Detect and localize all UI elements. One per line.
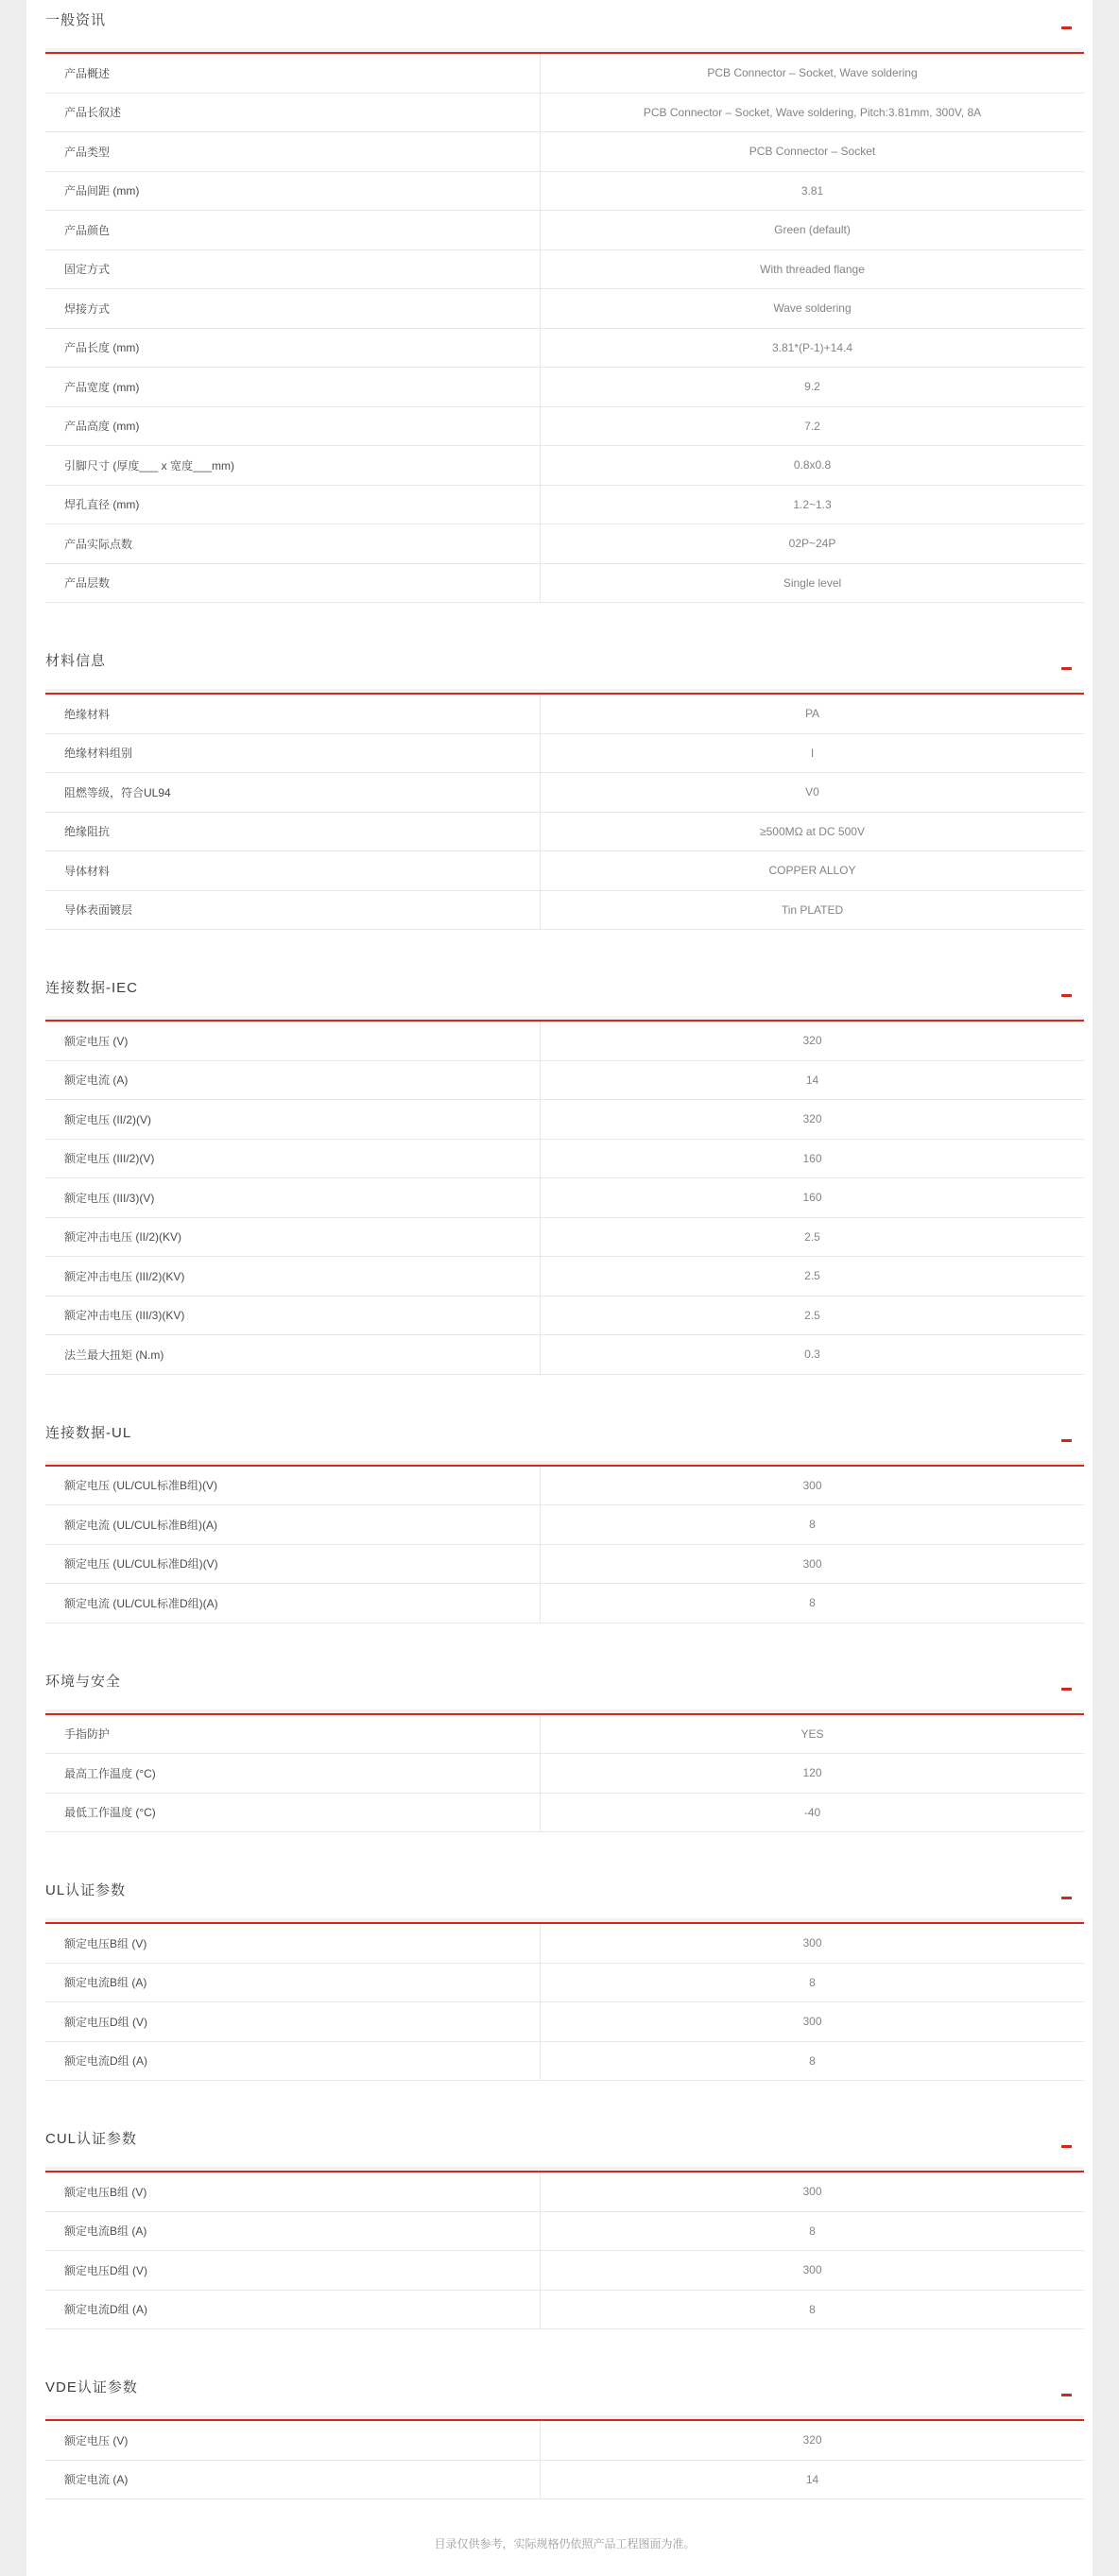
table-row: [45, 773, 1084, 813]
spec-label: 导体材料: [45, 851, 541, 890]
table-row: [45, 734, 1084, 774]
section-header: [45, 1671, 1084, 1693]
table-row: [45, 1924, 1084, 1964]
spec-value: With threaded flange: [760, 262, 865, 276]
table-row: [45, 407, 1084, 447]
spec-label: 产品实际点数: [45, 524, 541, 563]
product-spec-page: [26, 0, 1093, 2576]
spec-value: 3.81*(P-1)+14.4: [771, 340, 853, 354]
section-title: UL认证参数: [45, 1882, 127, 1898]
table-row: [45, 2291, 1084, 2330]
table-row: [45, 1178, 1084, 1218]
spec-section: [45, 650, 1084, 930]
spec-label: 手指防护: [45, 1715, 541, 1754]
spec-label: 额定冲击电压 (II/2)(KV): [45, 1218, 541, 1257]
spec-value: Tin PLATED: [781, 902, 844, 917]
spec-label: 法兰最大扭矩 (N.m): [45, 1335, 541, 1374]
spec-table: [45, 2421, 1084, 2499]
spec-section: [45, 9, 1084, 603]
spec-value: ≥500MΩ at DC 500V: [760, 824, 865, 838]
table-row: [45, 2002, 1084, 2042]
table-row: [45, 1257, 1084, 1297]
table-row: [45, 289, 1084, 329]
table-row: [45, 2251, 1084, 2291]
spec-label: 最低工作温度 (°C): [45, 1794, 541, 1832]
table-row: [45, 1061, 1084, 1101]
spec-table: [45, 695, 1084, 930]
table-row: [45, 1964, 1084, 2003]
spec-label: 额定电压B组 (V): [45, 2172, 541, 2211]
spec-value: 3.81: [801, 183, 824, 197]
table-row: [45, 1335, 1084, 1375]
spec-value: Single level: [783, 575, 842, 590]
collapse-minus-icon[interactable]: [1061, 1688, 1072, 1691]
spec-value: 320: [802, 1112, 822, 1126]
spec-value: 2.5: [804, 1308, 820, 1322]
spec-label: 焊接方式: [45, 289, 541, 328]
spec-table: [45, 2172, 1084, 2329]
spec-value: PA: [804, 707, 820, 721]
spec-label: 绝缘材料: [45, 695, 541, 733]
spec-label: 额定电压D组 (V): [45, 2002, 541, 2041]
footer-disclaimer: 目录仅供参考，实际规格仍依照产品工程图面为准。: [434, 2537, 696, 2550]
spec-table: [45, 1715, 1084, 1833]
spec-label: 额定电流 (A): [45, 2461, 541, 2499]
table-row: [45, 54, 1084, 94]
spec-section: [45, 1422, 1084, 1623]
section-header: [45, 2377, 1084, 2399]
spec-value: 0.8x0.8: [793, 458, 832, 472]
spec-value: YES: [801, 1726, 824, 1741]
table-row: [45, 94, 1084, 133]
spec-label: 额定电压 (III/2)(V): [45, 1140, 541, 1178]
spec-label: 额定电流 (UL/CUL标准D组)(A): [45, 1584, 541, 1623]
spec-value: 300: [802, 1936, 822, 1950]
table-row: [45, 813, 1084, 852]
spec-section: [45, 2377, 1084, 2499]
section-header: [45, 1880, 1084, 1902]
spec-table: [45, 1467, 1084, 1623]
table-row: [45, 524, 1084, 564]
spec-label: 产品长叙述: [45, 94, 541, 132]
spec-section: [45, 977, 1084, 1375]
table-row: [45, 1022, 1084, 1061]
spec-value: 1.2~1.3: [793, 497, 832, 511]
spec-label: 额定电压 (V): [45, 1022, 541, 1060]
table-row: [45, 132, 1084, 172]
spec-label: 额定电压D组 (V): [45, 2251, 541, 2290]
section-header: [45, 977, 1084, 1000]
collapse-minus-icon[interactable]: [1061, 26, 1072, 29]
spec-value: 320: [802, 1034, 822, 1048]
spec-label: 额定电压 (II/2)(V): [45, 1100, 541, 1139]
table-row: [45, 695, 1084, 734]
spec-value: 7.2: [804, 419, 820, 433]
spec-label: 引脚尺寸 (厚度___ x 宽度___mm): [45, 446, 541, 485]
spec-label: 产品长度 (mm): [45, 329, 541, 368]
spec-value: 2.5: [804, 1269, 820, 1283]
spec-section: [45, 1880, 1084, 2081]
table-row: [45, 851, 1084, 891]
spec-section: [45, 1671, 1084, 1833]
spec-label: 额定电流D组 (A): [45, 2291, 541, 2329]
spec-table: [45, 1022, 1084, 1375]
spec-value: 160: [802, 1191, 822, 1205]
section-title: 一般资讯: [45, 12, 107, 28]
section-title: 材料信息: [45, 653, 107, 669]
spec-value: 8: [809, 2053, 816, 2068]
spec-label: 焊孔直径 (mm): [45, 486, 541, 524]
spec-value: 300: [802, 2015, 822, 2029]
spec-value: V0: [805, 785, 819, 799]
spec-value: 8: [809, 1518, 816, 1532]
spec-label: 绝缘阻抗: [45, 813, 541, 851]
section-title: CUL认证参数: [45, 2131, 138, 2147]
spec-value: 02P~24P: [788, 537, 836, 551]
spec-value: 14: [805, 2472, 819, 2486]
spec-label: 额定电压 (UL/CUL标准D组)(V): [45, 1545, 541, 1584]
spec-value: 120: [802, 1766, 822, 1780]
spec-value: 2.5: [804, 1229, 820, 1244]
table-row: [45, 446, 1084, 486]
table-row: [45, 1505, 1084, 1545]
collapse-minus-icon[interactable]: [1061, 2145, 1072, 2148]
spec-label: 额定冲击电压 (III/2)(KV): [45, 1257, 541, 1296]
table-row: [45, 486, 1084, 525]
table-row: [45, 211, 1084, 250]
spec-table: [45, 1924, 1084, 2081]
table-row: [45, 329, 1084, 369]
spec-value: PCB Connector – Socket, Wave soldering, Pitch:3.81mm, 300V, 8A: [643, 105, 982, 119]
section-header: [45, 9, 1084, 32]
table-row: [45, 1467, 1084, 1506]
collapse-minus-icon[interactable]: [1061, 2394, 1072, 2396]
table-row: [45, 891, 1084, 931]
spec-value: 300: [802, 2263, 822, 2277]
spec-value: 160: [802, 1151, 822, 1165]
collapse-minus-icon[interactable]: [1061, 994, 1072, 997]
spec-value: -40: [803, 1805, 821, 1819]
table-row: [45, 2212, 1084, 2252]
spec-value: 320: [802, 2433, 822, 2447]
spec-label: 绝缘材料组别: [45, 734, 541, 773]
spec-label: 产品宽度 (mm): [45, 368, 541, 406]
section-header: [45, 1422, 1084, 1445]
table-row: [45, 2172, 1084, 2212]
spec-label: 产品间距 (mm): [45, 172, 541, 211]
table-row: [45, 2042, 1084, 2082]
spec-value: 300: [802, 1556, 822, 1571]
collapse-minus-icon[interactable]: [1061, 1897, 1072, 1899]
spec-label: 固定方式: [45, 250, 541, 289]
section-header: [45, 650, 1084, 673]
spec-label: 额定电压 (III/3)(V): [45, 1178, 541, 1217]
table-row: [45, 368, 1084, 407]
table-row: [45, 1218, 1084, 1258]
spec-value: 8: [809, 1596, 816, 1610]
section-title: VDE认证参数: [45, 2379, 138, 2396]
spec-value: PCB Connector – Socket: [749, 145, 876, 159]
table-row: [45, 1297, 1084, 1336]
table-row: [45, 1545, 1084, 1585]
spec-value: 8: [809, 2302, 816, 2316]
table-row: [45, 172, 1084, 212]
spec-label: 最高工作温度 (°C): [45, 1754, 541, 1793]
table-row: [45, 1794, 1084, 1833]
spec-value: Wave soldering: [773, 301, 852, 316]
table-row: [45, 250, 1084, 290]
collapse-minus-icon[interactable]: [1061, 667, 1072, 670]
spec-value: 14: [805, 1073, 819, 1087]
table-row: [45, 1715, 1084, 1755]
section-title: 连接数据-UL: [45, 1424, 132, 1441]
table-row: [45, 1100, 1084, 1140]
spec-label: 产品类型: [45, 132, 541, 171]
spec-label: 阻燃等级，符合UL94: [45, 773, 541, 812]
collapse-minus-icon[interactable]: [1061, 1439, 1072, 1442]
spec-label: 额定电压B组 (V): [45, 1924, 541, 1963]
spec-label: 额定电流D组 (A): [45, 2042, 541, 2081]
spec-label: 额定电流 (A): [45, 1061, 541, 1100]
spec-label: 产品概述: [45, 54, 541, 93]
spec-value: 9.2: [804, 380, 820, 394]
table-row: [45, 2421, 1084, 2461]
spec-label: 额定电压 (UL/CUL标准B组)(V): [45, 1467, 541, 1505]
spec-value: 300: [802, 1478, 822, 1492]
spec-label: 产品高度 (mm): [45, 407, 541, 446]
table-row: [45, 1754, 1084, 1794]
section-title: 连接数据-IEC: [45, 980, 139, 996]
sections-container: [45, 9, 1084, 2499]
spec-label: 额定电压 (V): [45, 2421, 541, 2460]
spec-value: I: [810, 746, 815, 760]
table-row: [45, 2461, 1084, 2500]
spec-label: 额定电流B组 (A): [45, 2212, 541, 2251]
table-row: [45, 1140, 1084, 1179]
spec-label: 额定电流 (UL/CUL标准B组)(A): [45, 1505, 541, 1544]
spec-value: PCB Connector – Socket, Wave soldering: [707, 66, 918, 80]
table-row: [45, 1584, 1084, 1623]
spec-value: 8: [809, 2224, 816, 2238]
spec-value: 8: [809, 1975, 816, 1989]
spec-label: 导体表面镀层: [45, 891, 541, 930]
spec-section: [45, 2128, 1084, 2329]
spec-value: Green (default): [774, 223, 851, 237]
spec-value: 300: [802, 2185, 822, 2199]
spec-value: COPPER ALLOY: [768, 864, 856, 878]
spec-label: 产品颜色: [45, 211, 541, 249]
spec-label: 产品层数: [45, 564, 541, 603]
section-title: 环境与安全: [45, 1673, 122, 1690]
spec-label: 额定冲击电压 (III/3)(KV): [45, 1297, 541, 1335]
section-header: [45, 2128, 1084, 2151]
spec-table: [45, 54, 1084, 603]
table-row: [45, 564, 1084, 604]
spec-value: 0.3: [804, 1348, 820, 1362]
spec-label: 额定电流B组 (A): [45, 1964, 541, 2002]
